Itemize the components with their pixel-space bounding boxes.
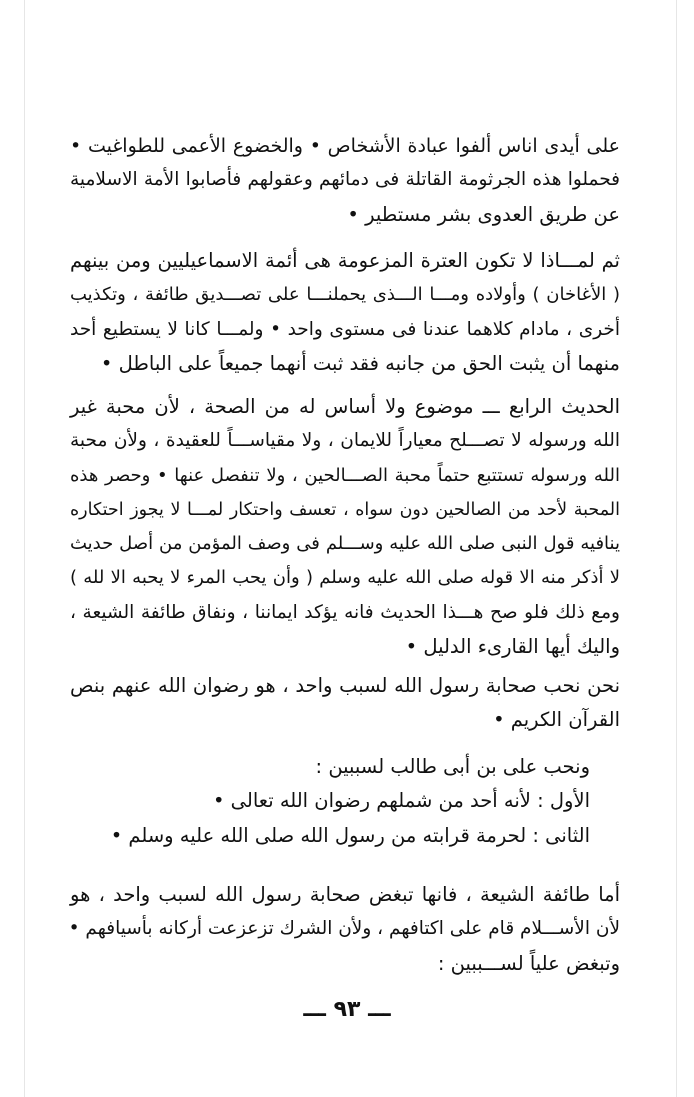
text-line: لا أذكر منه الا قوله صلى الله عليه وسلم ( وأن يحب المرء لا يحبه الا لله ): [70, 567, 620, 589]
text-line: فحملوا هذه الجرثومة القاتلة فى دمائهم وعقولهم فأصابوا الأمة الاسلامية: [70, 169, 620, 191]
paragraph-5: [70, 750, 620, 853]
text-line: على أيدى اناس ألفوا عبادة الأشخاص • والخضوع الأعمى للطواغيت •: [70, 135, 620, 157]
text-line: ومع ذلك فلو صح هـــذا الحديث فانه يؤكد ايماننا ، ونفاق طائفة الشيعة ،: [70, 601, 620, 623]
reason-second: الثانى : لحرمة قرابته من رسول الله صلى الله عليه وسلم •: [110, 823, 590, 847]
text-line: عن طريق العدوى بشر مستطير •: [347, 202, 620, 226]
paragraph-1: [70, 129, 620, 232]
paragraph-6: [70, 878, 620, 981]
text-line: واليك أيها القارىء الدليل •: [405, 635, 620, 659]
text-line: القرآن الكريم •: [493, 708, 620, 732]
paragraph-3: [70, 390, 620, 664]
text-line: أما طائفة الشيعة ، فانها تبغض صحابة رسول الله لسبب واحد ، هو: [70, 883, 620, 906]
text-line: ( الأغاخان ) وأولاده ومـــا الـــذى يحملنـــا على تصـــديق طائفة ، وتكذيب: [70, 284, 620, 306]
text-line: ونحب على بن أبى طالب لسببين :: [315, 755, 590, 778]
page-edge-left: [24, 0, 25, 1097]
text-line: وتبغض علياً لســـببين :: [437, 951, 620, 975]
paragraph-2: [70, 244, 620, 381]
text-line: لأن الأســـلام قام على اكتافهم ، ولأن الشرك تزعزعت أركانه بأسيافهم •: [68, 918, 620, 940]
text-line: ثم لمـــاذا لا تكون العترة المزعومة هى أئمة الاسماعيليين ومن بينهم: [70, 249, 620, 272]
text-line: ينافيه قول النبى صلى الله عليه وســـلم فى وصف المؤمن من أصل حديث: [70, 533, 620, 555]
text-line: الله ورسوله تستتبع حتماً محبة الصـــالحين ، ولا تنفصل عنها • وحصر هذه: [70, 464, 620, 486]
text-line: الله ورسوله لا تصـــلح معياراً للايمان ، ولا مقياســـاً للعقيدة ، ولأن محبة: [70, 430, 620, 452]
reason-first: الأول : لأنه أحد من شملهم رضوان الله تعالى •: [212, 789, 590, 813]
paragraph-4: [70, 669, 620, 738]
text-line: نحن نحب صحابة رسول الله لسبب واحد ، هو رضوان الله عنهم بنص: [70, 674, 620, 697]
page-edge-right: [676, 0, 677, 1097]
page-number: ـــ ٩٣ ـــ: [303, 997, 391, 1022]
text-line: المحبة لأحد من الصالحين دون سواه ، تعسف واحتكار لمـــا لا يجوز احتكاره: [70, 499, 620, 520]
text-line: منهما أن يثبت الحق من جانبه فقد ثبت أنهما جميعاً على الباطل •: [100, 351, 620, 375]
text-line: أخرى ، مادام كلاهما عندنا فى مستوى واحد • ولمـــا كانا لا يستطيع أحد: [70, 318, 620, 340]
text-line: الحديث الرابع ـــ موضوع ولا أساس له من الصحة ، لأن محبة غير: [70, 395, 620, 418]
